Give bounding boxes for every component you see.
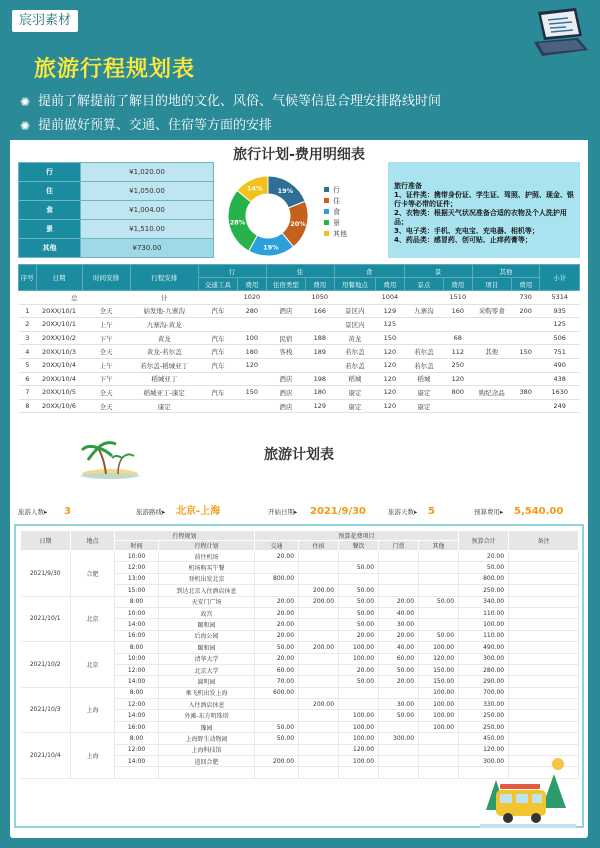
remark-cell [509, 551, 579, 562]
trip-info-bar: 旅游人数▸ 3 旅游路线▸ 北京-上海 开始日期▸ 2021/9/30 旅游天数▸ 5 预算费用▸ 5,540.00 [16, 504, 582, 520]
expense-summary-table: 行 ¥1,020.00 住 ¥1,050.00 食 ¥1,004.00 景 ¥1,510.00 其他 ¥730.00 [18, 162, 214, 258]
itinerary-row: 2021/10/1 北京 8:00 天安门广场 20.00 200.00 50.00 20.00 50.00 340.00 [21, 596, 579, 607]
legend-swatch [324, 209, 329, 214]
day-place: 合肥 [71, 551, 115, 597]
remark-cell [509, 619, 579, 630]
expense-row: 5 20XX/10/4 上午 若尔盖-稻城亚丁 汽车 120 若尔盖 120 若尔盖 250 490 [19, 358, 580, 372]
legend-item: 住 [324, 195, 347, 206]
legend-item: 其他 [324, 228, 347, 239]
remark-cell [509, 642, 579, 653]
legend-swatch [324, 231, 329, 236]
itinerary-row: 16:00 豫园 50.00 100.00 100.00 250.00 [21, 721, 579, 732]
itinerary-row: 12:00 入住酒店休息 200.00 30.00 100.00 330.00 [21, 699, 579, 710]
expense-row: 3 20XX/10/2 下午 黄龙 汽车 100 民宿 188 黄龙 150 68 506 [19, 331, 580, 345]
route-value: 北京-上海 [176, 506, 221, 517]
remark-cell [509, 721, 579, 732]
itinerary-row: 14:00 返回合肥 200.00 100.00 300.00 [21, 756, 579, 767]
itinerary-row: 2021/10/4 上海 8:00 上海野生动物园 50.00 100.00 300.00 450.00 [21, 733, 579, 744]
itinerary-row: 16:00 后海公园 20.00 20.00 20.00 50.00 110.00 [21, 630, 579, 641]
donut-data-label: 14% [247, 184, 263, 193]
camper-van-illustration [480, 750, 576, 836]
donut-data-label: 19% [277, 186, 294, 195]
bullet-item: ✺ 提前了解提前了解目的地的文化、风俗、气候等信息合理安排路线时间 [20, 90, 441, 114]
donut-data-label: 28% [229, 218, 246, 227]
remark-cell [509, 630, 579, 641]
itinerary-row: 14:00 颐和园 20.00 50.00 30.00 100.00 [21, 619, 579, 630]
itinerary-row: 2021/10/2 北京 8:00 颐和园 50.00 200.00 100.00 40.00 100.00 490.00 [21, 642, 579, 653]
day-date: 2021/10/3 [21, 687, 71, 733]
intro-bullets [20, 90, 441, 138]
remark-cell [509, 687, 579, 698]
expense-sheet [10, 140, 588, 442]
remark-cell [509, 710, 579, 721]
start-date-value: 2021/9/30 [310, 506, 367, 517]
expense-row: 2 20XX/10/1 上午 九寨沟-黄龙 景区内 125 125 [19, 318, 580, 332]
day-date: 2021/10/4 [21, 733, 71, 779]
brand-logo: 宸羽素材 [12, 10, 78, 32]
itinerary-row: 12:00 北京大学 60.00 20.00 50.00 150.00 280.00 [21, 664, 579, 675]
legend-item: 行 [324, 184, 347, 195]
asterisk-icon: ✺ [20, 95, 31, 109]
donut-data-label: 19% [263, 243, 279, 252]
itinerary-table: 日期 地点 行程规划 预算花费项目 预算合计 备注 时间 行程计划 交通 住宿 餐饮 门票 其他 2021/9/30 合肥 10:00 前往机场 20.00 20.00 12:00 机场购买午餐 50.00 50.00 13:00 登机出发北京 800.00 800.00 15:00 到达北京入住酒店休息 200.00 50.00 250.00 2021/10/1 北京 8:00 天安门广场 20.00 200.00 50.00 20.00 50.00 340.00 10:00 故宫 20.00 50.00 40.00 110.00 14:00 颐和园 20.00 50.00 30.00 100.00 16:00 后海公园 20.00 20.00 20.00 50.00 110.00 2021/10/2 北京 8:00 颐和园 50.00 200.00 100.00 40.00 100.00 490.00 10:00 清华大学 20.00 100.00 60.00 120.00 300.00 12:00 北京大学 60.00 20.00 50.00 150.00 280.00 14:00 圆明园 70.00 50.00 20.00 150.00 290.00 2021/10/3 上海 8:00 乘飞机出发上海 600.00 100.00 700.00 12:00 入住酒店休息 200.00 30.00 100.00 330.00 14:00 外滩-东方明珠塔 100.00 50.00 100.00 250.00 16:00 豫园 50.00 100.00 100.00 250.00 2021/10/4 上海 8:00 上海野生动物园 50.00 100.00 300.00 450.00 12:00 上海科技馆 120.00 120.00 14:00 返回合肥 200.00 100.00 300.00 [20, 530, 579, 779]
days-value: 5 [428, 506, 435, 517]
remark-cell [509, 585, 579, 596]
itinerary-row: 10:00 故宫 20.00 50.00 40.00 110.00 [21, 607, 579, 618]
legend-swatch [324, 187, 329, 192]
budget-value: 5,540.00 [514, 506, 564, 517]
expense-row: 7 20XX/10/5 全天 稻城亚丁-康定 汽车 150 酒店 180 康定 120 康定 800 购纪念品 380 1630 [19, 386, 580, 400]
remark-cell [509, 664, 579, 675]
laptop-icon [528, 6, 590, 58]
people-count: 3 [64, 506, 71, 517]
chart-legend [324, 184, 347, 239]
day-place: 北京 [71, 642, 115, 688]
day-date: 2021/10/2 [21, 642, 71, 688]
day-place: 上海 [71, 733, 115, 779]
legend-swatch [324, 198, 329, 203]
itinerary-row: 13:00 登机出发北京 800.00 800.00 [21, 573, 579, 584]
itinerary-row: 2021/10/3 上海 8:00 乘飞机出发上海 600.00 100.00 700.00 [21, 687, 579, 698]
expense-donut-chart [222, 170, 314, 262]
travel-prep-notes: 旅行准备 1、证件类：携带身份证、学生证、驾照、护照、现金、银行卡等必带的证件； 2、衣物类：根据天气状况准备合适的衣物及个人洗护用品； 3、电子类：手机、充电宝、充电器、相机等； 4、药品类：感冒药、创可贴、止痒药膏等； [388, 162, 580, 258]
day-place: 北京 [71, 596, 115, 642]
day-date: 2021/9/30 [21, 551, 71, 597]
remark-cell [509, 733, 579, 744]
remark-cell [509, 607, 579, 618]
expense-detail-table: 序号 日期 时间安排 行程安排 行 住 食 景 其他 小计 交通工具 费用 住宿类型 费用 用餐地点 费用 景点 费用 项目 费用 总 计 1020 1050 1004 1510 730 5314 1 20XX/10/1 全天 始发地-九寨沟 汽车 280 酒店 166 景区内 129 九寨沟 160 采购零食 200 935 2 20XX/10/1 上午 九寨沟-黄龙 景区内 125 125 3 20XX/10/2 下午 黄龙 汽车 100 民宿 188 黄龙 150 68 506 4 20XX/10/3 全天 黄龙-若尔盖 汽车 180 客栈 189 若尔盖 120 若尔盖 112 其他 150 751 5 20XX/10/4 上午 若尔盖-稻城亚丁 汽车 120 若尔盖 120 若尔盖 250 490 6 20XX/10/4 下午 稻城亚丁 酒店 198 稻城 120 稻城 120 438 7 20XX/10/5 全天 稻城亚丁-康定 汽车 150 酒店 180 康定 120 康定 800 购纪念品 380 1630 8 20XX/10/6 全天 康定 酒店 129 康定 120 康定 249 [18, 264, 580, 413]
donut-data-label: 20% [290, 220, 306, 229]
itinerary-sheet [10, 436, 588, 838]
legend-item: 食 [324, 206, 347, 217]
day-place: 上海 [71, 687, 115, 733]
remark-cell [509, 562, 579, 573]
expense-row: 8 20XX/10/6 全天 康定 酒店 129 康定 120 康定 249 [19, 399, 580, 413]
itinerary-row: 12:00 机场购买午餐 50.00 50.00 [21, 562, 579, 573]
itinerary-row: 12:00 上海科技馆 120.00 120.00 [21, 744, 579, 755]
expense-row: 6 20XX/10/4 下午 稻城亚丁 酒店 198 稻城 120 稻城 120 438 [19, 372, 580, 386]
total-row: 总 计 1020 1050 1004 1510 730 5314 [19, 291, 580, 305]
expense-row: 1 20XX/10/1 全天 始发地-九寨沟 汽车 280 酒店 166 景区内 129 九寨沟 160 采购零食 200 935 [19, 304, 580, 318]
itinerary-row: 14:00 外滩-东方明珠塔 100.00 50.00 100.00 250.00 [21, 710, 579, 721]
itinerary-row: 10:00 清华大学 20.00 100.00 60.00 120.00 300.00 [21, 653, 579, 664]
expense-row: 4 20XX/10/3 全天 黄龙-若尔盖 汽车 180 客栈 189 若尔盖 120 若尔盖 112 其他 150 751 [19, 345, 580, 359]
remark-cell [509, 699, 579, 710]
remark-cell [509, 596, 579, 607]
itinerary-title: 旅游计划表 [264, 447, 334, 463]
remark-cell [509, 653, 579, 664]
itinerary-row: 2021/9/30 合肥 10:00 前往机场 20.00 20.00 [21, 551, 579, 562]
page-title: 旅游行程规划表 [34, 57, 196, 82]
legend-swatch [324, 220, 329, 225]
asterisk-icon: ✺ [20, 119, 31, 133]
bullet-item: ✺ 提前做好预算、交通、住宿等方面的安排 [20, 114, 441, 138]
remark-cell [509, 573, 579, 584]
expense-sheet-title: 旅行计划-费用明细表 [233, 147, 365, 163]
day-date: 2021/10/1 [21, 596, 71, 642]
itinerary-row: 14:00 圆明园 70.00 50.00 20.00 150.00 290.00 [21, 676, 579, 687]
itinerary-row: 15:00 到达北京入住酒店休息 200.00 50.00 250.00 [21, 585, 579, 596]
legend-item: 景 [324, 217, 347, 228]
remark-cell [509, 676, 579, 687]
